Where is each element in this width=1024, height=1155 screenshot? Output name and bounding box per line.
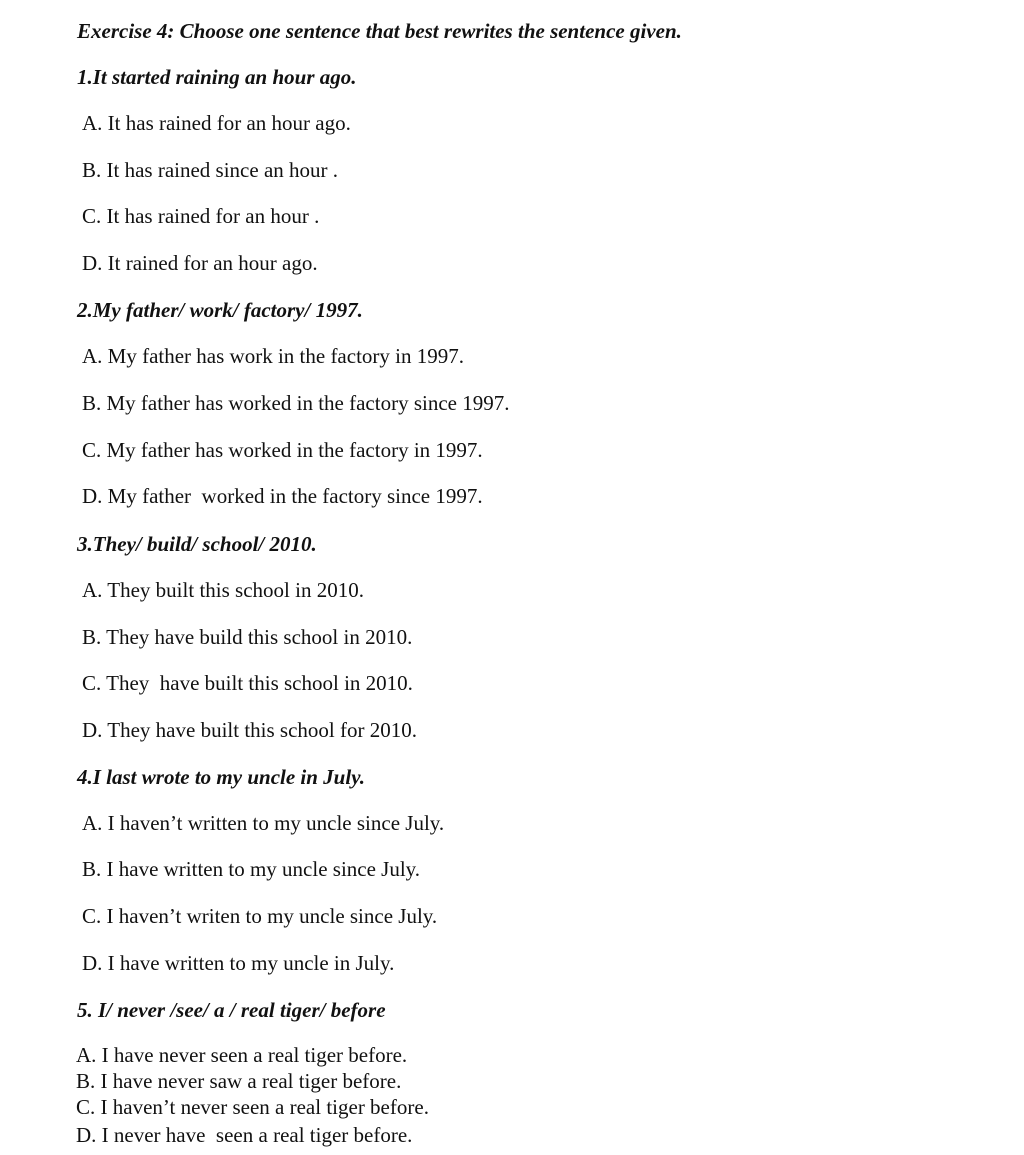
question-3-prompt: 3.They/ build/ school/ 2010. bbox=[77, 532, 317, 556]
question-5-option-a: A. I have never seen a real tiger before. bbox=[76, 1043, 408, 1067]
question-4-option-c: C. I haven’t writen to my uncle since July. bbox=[82, 904, 438, 928]
question-1-option-d: D. It rained for an hour ago. bbox=[82, 251, 318, 275]
question-3-option-c: C. They have built this school in 2010. bbox=[82, 671, 413, 695]
question-4-option-a: A. I haven’t written to my uncle since July. bbox=[82, 811, 445, 835]
question-3-option-b: B. They have build this school in 2010. bbox=[82, 625, 413, 649]
question-2-option-b: B. My father has worked in the factory since 1997. bbox=[82, 391, 510, 415]
question-1-option-b: B. It has rained since an hour . bbox=[82, 158, 339, 182]
exercise-title: Exercise 4: Choose one sentence that best rewrites the sentence given. bbox=[77, 19, 682, 43]
question-2-option-a: A. My father has work in the factory in 1997. bbox=[82, 344, 464, 368]
question-1-prompt: 1.It started raining an hour ago. bbox=[77, 65, 357, 89]
question-3-option-d: D. They have built this school for 2010. bbox=[82, 718, 417, 742]
question-4-prompt: 4.I last wrote to my uncle in July. bbox=[77, 765, 365, 789]
question-3-option-a: A. They built this school in 2010. bbox=[82, 578, 364, 602]
question-2-option-d: D. My father worked in the factory since 1997. bbox=[82, 484, 483, 508]
question-2-option-c: C. My father has worked in the factory in 1997. bbox=[82, 438, 483, 462]
question-1-option-a: A. It has rained for an hour ago. bbox=[82, 111, 351, 135]
question-5-option-b: B. I have never saw a real tiger before. bbox=[76, 1069, 402, 1093]
question-4-option-b: B. I have written to my uncle since July. bbox=[82, 857, 421, 881]
question-5-prompt: 5. I/ never /see/ a / real tiger/ before bbox=[77, 998, 386, 1022]
question-5-option-d: D. I never have seen a real tiger before. bbox=[76, 1123, 413, 1147]
question-2-prompt: 2.My father/ work/ factory/ 1997. bbox=[77, 298, 363, 322]
question-4-option-d: D. I have written to my uncle in July. bbox=[82, 951, 395, 975]
question-5-option-c: C. I haven’t never seen a real tiger before. bbox=[76, 1095, 429, 1119]
question-1-option-c: C. It has rained for an hour . bbox=[82, 204, 320, 228]
